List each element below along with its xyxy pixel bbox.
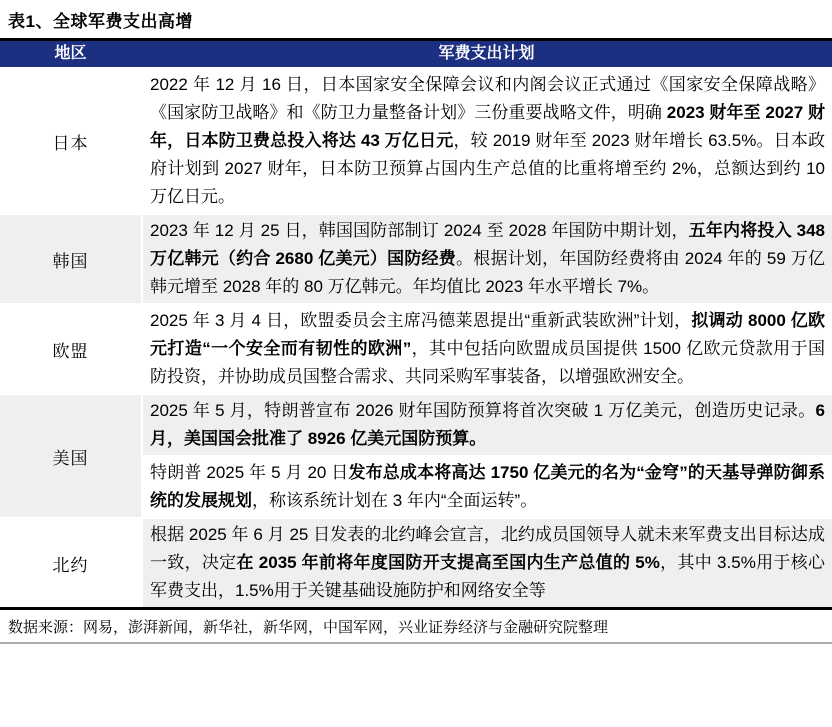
- region-label: 北约: [0, 519, 141, 607]
- plan-cell: [143, 69, 832, 213]
- plan-text-bold: 6 月，美国国会批准了 8926 亿美元国防预算。: [150, 401, 825, 448]
- table-title: 表1、全球军费支出高增: [8, 12, 193, 31]
- plan-text: ，其中 3.5%用于核心军费支出，1.5%用于关键基础设施防护和网络安全等: [150, 553, 825, 600]
- plan-text: 2022 年 12 月 16 日，日本国家安全保障会议和内阁会议正式通过《国家安全保障战略》《国家防卫战略》和《防卫力量整备计划》三份重要战略文件，明确: [150, 75, 825, 122]
- plan-text-bold: 2023 财年至 2027 财年，日本防卫费总投入将达 43 万亿日元: [150, 103, 825, 150]
- plan-cell: [143, 457, 832, 517]
- plan-cell: [143, 305, 832, 393]
- plan-text: 2023 年 12 月 25 日，韩国国防部制订 2024 至 2028 年国防中期计划，: [150, 221, 689, 240]
- column-header-plan: 军费支出计划: [438, 45, 535, 62]
- plan-cell: [143, 215, 832, 303]
- table-body: [0, 67, 832, 607]
- plan-text: ，其中包括向欧盟成员国提供 1500 亿欧元贷款用于国防投资，并协助成员国整合需求、共同采购军事装备，以增强欧洲安全。: [150, 339, 826, 386]
- region-label: 美国: [0, 395, 141, 517]
- plan-cell: [143, 395, 832, 455]
- column-header-region: 地区: [54, 45, 87, 62]
- plan-text: 2025 年 5 月，特朗普宣布 2026 财年国防预算将首次突破 1 万亿美元，创造历史记录。: [150, 401, 816, 420]
- plan-text: ，称该系统计划在 3 年内“全面运转”。: [252, 491, 538, 510]
- plan-text-bold: 发布总成本将高达 1750 亿美元的名为“金穹”的天基导弹防御系统的发展规划: [150, 463, 825, 510]
- military-spending-table: [0, 38, 832, 610]
- data-source-note: 数据来源：网易，澎湃新闻，新华社，新华网，中国军网，兴业证券经济与金融研究院整理: [0, 610, 832, 644]
- table-header-row: [0, 41, 832, 67]
- region-label: 日本: [0, 69, 141, 213]
- plan-text: 。根据计划，年国防经费将由 2024 年的 59 万亿韩元增至 2028 年的 80 万亿韩元。年均值比 2023 年水平增长 7%。: [150, 249, 826, 296]
- plan-cell: [143, 519, 832, 607]
- plan-text: 2025 年 3 月 4 日，欧盟委员会主席冯德莱恩提出“重新武装欧洲”计划，: [150, 311, 692, 330]
- plan-text: 根据 2025 年 6 月 25 日发表的北约峰会宣言，北约成员国领导人就未来军费支出目标达成一致，决定: [150, 525, 825, 572]
- plan-text-bold: 五年内将投入 348 万亿韩元（约合 2680 亿美元）国防经费: [150, 221, 825, 268]
- plan-text-bold: 拟调动 8000 亿欧元打造“一个安全而有韧性的欧洲”: [150, 311, 826, 358]
- region-label: 韩国: [0, 215, 141, 303]
- plan-text: ，较 2019 财年至 2023 财年增长 63.5%。日本政府计划到 2027 财年，日本防卫预算占国内生产总值的比重将增至约 2%，总额达到约 10 万亿日元。: [150, 131, 825, 206]
- plan-text-bold: 在 2035 年前将年度国防开支提高至国内生产总值的 5%: [236, 553, 660, 572]
- region-label: 欧盟: [0, 305, 141, 393]
- plan-text: 特朗普 2025 年 5 月 20 日: [150, 463, 349, 482]
